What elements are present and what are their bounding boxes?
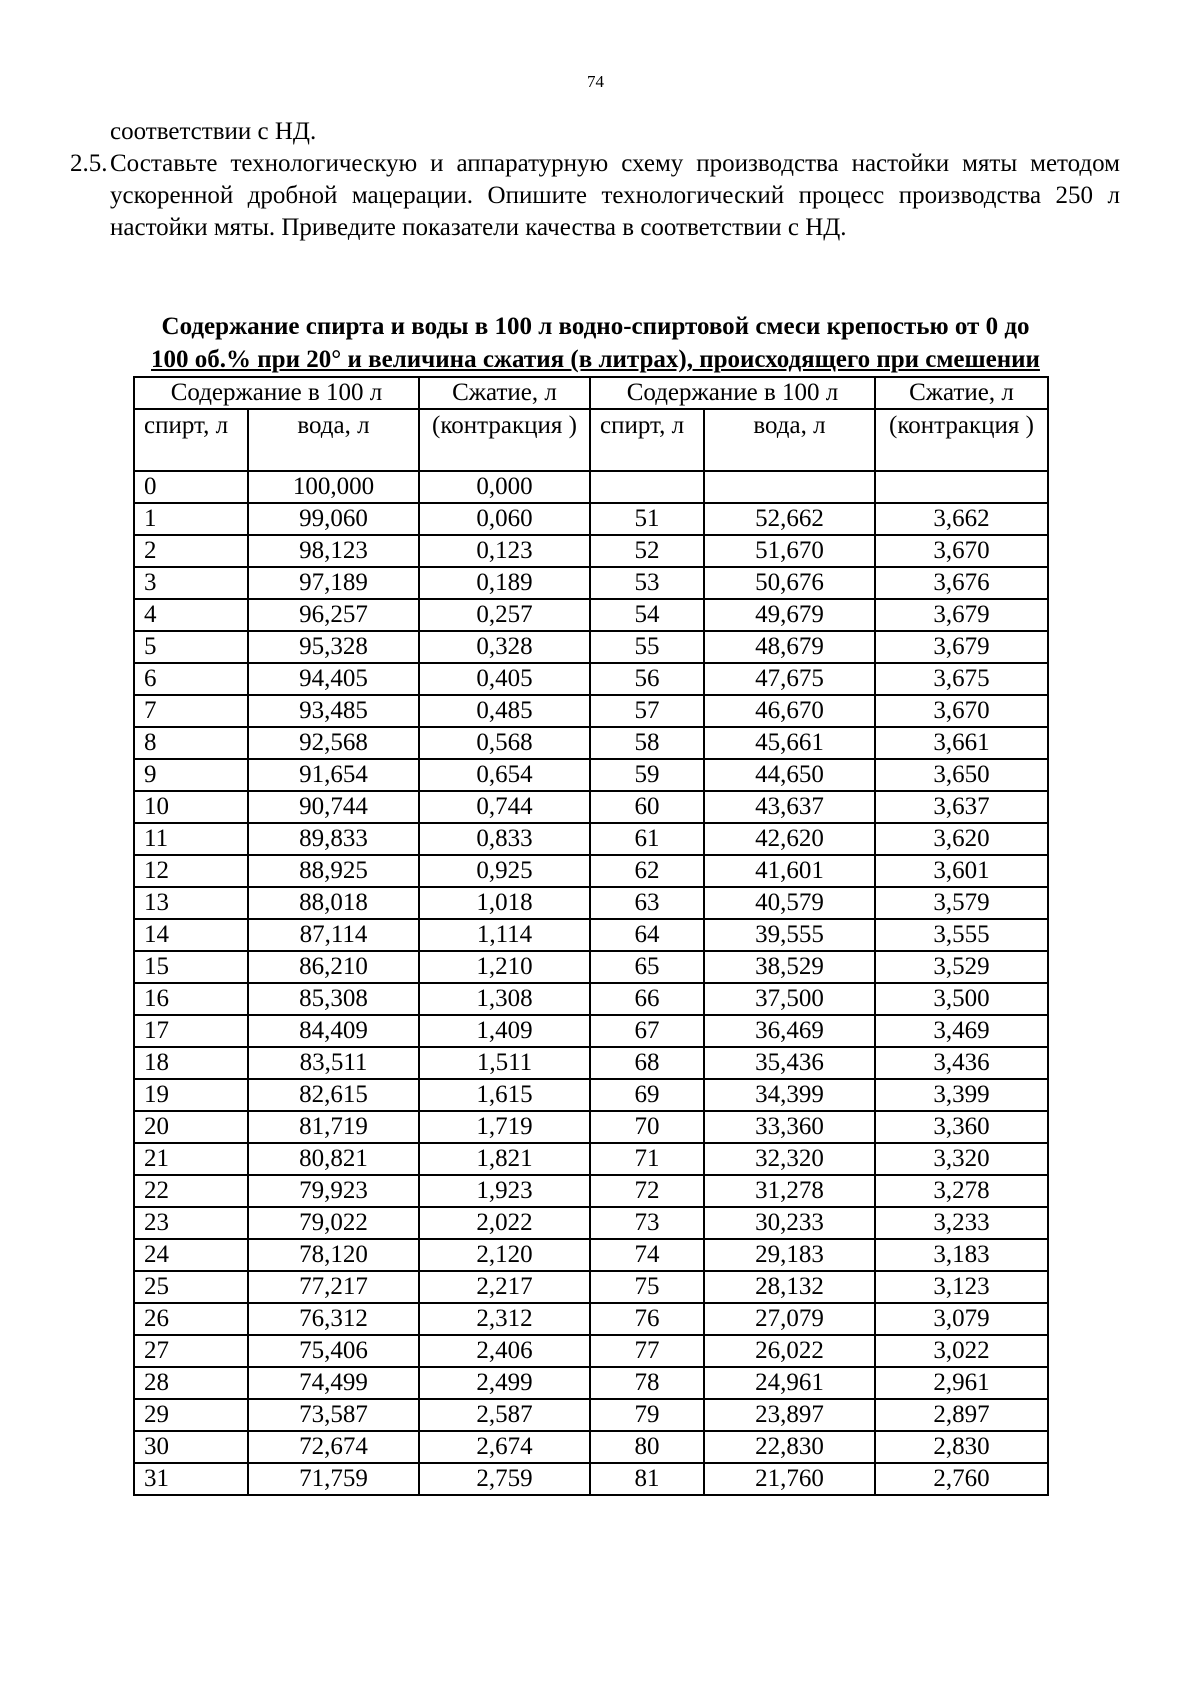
cell-contraction-right: 3,579 [875, 887, 1048, 919]
cell-contraction-left: 0,257 [419, 599, 590, 631]
cell-contraction-left: 0,405 [419, 663, 590, 695]
cell-water-left: 80,821 [248, 1143, 419, 1175]
cell-water-left: 99,060 [248, 503, 419, 535]
table-row [134, 567, 1048, 599]
cell-water-left: 77,217 [248, 1271, 419, 1303]
cell-water-left: 89,833 [248, 823, 419, 855]
cell-spirit-left: 23 [134, 1207, 248, 1239]
cell-spirit-left: 6 [134, 663, 248, 695]
cell-contraction-left: 1,018 [419, 887, 590, 919]
cell-spirit-right: 57 [590, 695, 704, 727]
cell-spirit-left: 16 [134, 983, 248, 1015]
cell-spirit-right: 78 [590, 1367, 704, 1399]
table-row [134, 823, 1048, 855]
cell-water-left: 76,312 [248, 1303, 419, 1335]
cell-contraction-right: 3,679 [875, 631, 1048, 663]
cell-spirit-right: 56 [590, 663, 704, 695]
cell-spirit-left: 24 [134, 1239, 248, 1271]
cell-contraction-right: 3,675 [875, 663, 1048, 695]
cell-contraction-right: 3,123 [875, 1271, 1048, 1303]
cell-spirit-right: 75 [590, 1271, 704, 1303]
cell-spirit-left: 19 [134, 1079, 248, 1111]
cell-water-right: 26,022 [704, 1335, 875, 1367]
cell-water-right: 27,079 [704, 1303, 875, 1335]
cell-water-left: 98,123 [248, 535, 419, 567]
cell-spirit-left: 15 [134, 951, 248, 983]
cell-water-right: 47,675 [704, 663, 875, 695]
table-row [134, 1271, 1048, 1303]
cell-water-left: 100,000 [248, 471, 419, 503]
cell-water-left: 91,654 [248, 759, 419, 791]
cell-contraction-right: 3,399 [875, 1079, 1048, 1111]
cell-water-right: 41,601 [704, 855, 875, 887]
table-row [134, 919, 1048, 951]
table-row [134, 1111, 1048, 1143]
cell-spirit-left: 18 [134, 1047, 248, 1079]
table-row [134, 1367, 1048, 1399]
cell-contraction-right: 2,961 [875, 1367, 1048, 1399]
cell-spirit-right [590, 471, 704, 503]
cell-water-right [704, 471, 875, 503]
cell-spirit-right: 65 [590, 951, 704, 983]
cell-contraction-left: 0,123 [419, 535, 590, 567]
page-number: 74 [587, 72, 604, 91]
cell-contraction-right: 3,601 [875, 855, 1048, 887]
cell-water-right: 33,360 [704, 1111, 875, 1143]
cell-contraction-right: 3,661 [875, 727, 1048, 759]
cell-contraction-right: 3,662 [875, 503, 1048, 535]
cell-water-right: 35,436 [704, 1047, 875, 1079]
table-row [134, 599, 1048, 631]
cell-contraction-left: 0,000 [419, 471, 590, 503]
cell-water-left: 74,499 [248, 1367, 419, 1399]
cell-water-left: 88,018 [248, 887, 419, 919]
cell-spirit-right: 58 [590, 727, 704, 759]
table-row [134, 855, 1048, 887]
cell-spirit-right: 66 [590, 983, 704, 1015]
cell-spirit-right: 72 [590, 1175, 704, 1207]
cell-contraction-left: 2,587 [419, 1399, 590, 1431]
list-item-number: 2.5. [70, 150, 108, 177]
cell-water-left: 84,409 [248, 1015, 419, 1047]
table-row [134, 471, 1048, 503]
cell-water-right: 49,679 [704, 599, 875, 631]
cell-contraction-left: 2,312 [419, 1303, 590, 1335]
cell-water-left: 96,257 [248, 599, 419, 631]
subheader-contraction-left: (контракция ) [419, 409, 590, 471]
table-title [80, 310, 1111, 376]
cell-spirit-right: 81 [590, 1463, 704, 1495]
cell-water-right: 29,183 [704, 1239, 875, 1271]
cell-spirit-left: 22 [134, 1175, 248, 1207]
cell-contraction-left: 0,925 [419, 855, 590, 887]
table-row [134, 1431, 1048, 1463]
table-row [134, 1079, 1048, 1111]
cell-spirit-left: 26 [134, 1303, 248, 1335]
cell-contraction-left: 1,308 [419, 983, 590, 1015]
list-item-2-5 [70, 148, 1120, 244]
cell-contraction-left: 1,719 [419, 1111, 590, 1143]
cell-spirit-left: 20 [134, 1111, 248, 1143]
cell-water-right: 40,579 [704, 887, 875, 919]
cell-spirit-right: 74 [590, 1239, 704, 1271]
table-title-line-1: Содержание спирта и воды в 100 л водно-спиртовой смеси крепостью от 0 до [161, 313, 1030, 340]
cell-contraction-left: 2,120 [419, 1239, 590, 1271]
subheader-water-right: вода, л [704, 409, 875, 471]
cell-spirit-right: 53 [590, 567, 704, 599]
table-row [134, 631, 1048, 663]
table-row [134, 759, 1048, 791]
table-row [134, 663, 1048, 695]
cell-contraction-right: 3,183 [875, 1239, 1048, 1271]
table-row [134, 503, 1048, 535]
cell-spirit-right: 59 [590, 759, 704, 791]
cell-spirit-left: 11 [134, 823, 248, 855]
subheader-spirit-right: спирт, л [590, 409, 704, 471]
cell-spirit-left: 21 [134, 1143, 248, 1175]
cell-contraction-right: 3,360 [875, 1111, 1048, 1143]
cell-spirit-right: 71 [590, 1143, 704, 1175]
cell-spirit-right: 62 [590, 855, 704, 887]
cell-water-left: 85,308 [248, 983, 419, 1015]
cell-water-left: 79,923 [248, 1175, 419, 1207]
header-content-left: Содержание в 100 л [134, 377, 419, 409]
cell-water-left: 86,210 [248, 951, 419, 983]
header-compression-right: Сжатие, л [875, 377, 1048, 409]
cell-contraction-left: 1,210 [419, 951, 590, 983]
cell-contraction-right: 3,079 [875, 1303, 1048, 1335]
table-row [134, 1175, 1048, 1207]
cell-water-right: 36,469 [704, 1015, 875, 1047]
table-row [134, 791, 1048, 823]
alcohol-water-table [133, 376, 1049, 1496]
cell-spirit-left: 9 [134, 759, 248, 791]
cell-spirit-left: 30 [134, 1431, 248, 1463]
table-row [134, 887, 1048, 919]
cell-contraction-left: 1,409 [419, 1015, 590, 1047]
table-row [134, 1399, 1048, 1431]
table-subheader-row [134, 409, 1048, 471]
cell-water-right: 28,132 [704, 1271, 875, 1303]
cell-spirit-left: 25 [134, 1271, 248, 1303]
cell-spirit-right: 51 [590, 503, 704, 535]
cell-spirit-left: 29 [134, 1399, 248, 1431]
table-row [134, 951, 1048, 983]
cell-water-left: 82,615 [248, 1079, 419, 1111]
cell-water-right: 24,961 [704, 1367, 875, 1399]
cell-spirit-right: 77 [590, 1335, 704, 1367]
cell-water-right: 23,897 [704, 1399, 875, 1431]
cell-water-right: 48,679 [704, 631, 875, 663]
cell-spirit-left: 31 [134, 1463, 248, 1495]
table-row [134, 1463, 1048, 1495]
cell-water-left: 72,674 [248, 1431, 419, 1463]
cell-water-right: 32,320 [704, 1143, 875, 1175]
cell-spirit-right: 80 [590, 1431, 704, 1463]
table-row [134, 695, 1048, 727]
table-row [134, 1303, 1048, 1335]
cell-water-left: 73,587 [248, 1399, 419, 1431]
table-row [134, 1143, 1048, 1175]
cell-spirit-left: 12 [134, 855, 248, 887]
body-text [70, 116, 1120, 244]
cell-spirit-right: 67 [590, 1015, 704, 1047]
cell-spirit-right: 68 [590, 1047, 704, 1079]
cell-water-left: 93,485 [248, 695, 419, 727]
cell-spirit-left: 0 [134, 471, 248, 503]
cell-spirit-right: 60 [590, 791, 704, 823]
cell-spirit-left: 14 [134, 919, 248, 951]
cell-contraction-left: 0,485 [419, 695, 590, 727]
cell-spirit-left: 3 [134, 567, 248, 599]
cell-spirit-left: 10 [134, 791, 248, 823]
cell-spirit-right: 76 [590, 1303, 704, 1335]
cell-water-left: 92,568 [248, 727, 419, 759]
table-row [134, 1239, 1048, 1271]
cell-contraction-left: 1,114 [419, 919, 590, 951]
cell-water-right: 42,620 [704, 823, 875, 855]
table-row [134, 1047, 1048, 1079]
cell-spirit-left: 7 [134, 695, 248, 727]
cell-contraction-right: 3,679 [875, 599, 1048, 631]
cell-contraction-left: 0,189 [419, 567, 590, 599]
cell-contraction-right: 3,670 [875, 695, 1048, 727]
cell-contraction-right: 3,650 [875, 759, 1048, 791]
cell-spirit-right: 63 [590, 887, 704, 919]
table-row [134, 1015, 1048, 1047]
cell-water-right: 31,278 [704, 1175, 875, 1207]
list-item-text: Составьте технологическую и аппаратурную схему производства настойки мяты методом ускоренной дробной мацерации. Опишите технологический процесс производства 250 л настойки мяты. Приведите показатели качества в соответствии с НД. [110, 150, 1120, 241]
cell-contraction-left: 0,568 [419, 727, 590, 759]
cell-water-right: 43,637 [704, 791, 875, 823]
cell-water-right: 38,529 [704, 951, 875, 983]
continuation-text: соответствии с НД. [110, 118, 317, 145]
cell-water-right: 46,670 [704, 695, 875, 727]
cell-contraction-right: 3,670 [875, 535, 1048, 567]
cell-contraction-left: 2,217 [419, 1271, 590, 1303]
cell-contraction-left: 2,674 [419, 1431, 590, 1463]
cell-spirit-right: 69 [590, 1079, 704, 1111]
cell-contraction-left: 2,406 [419, 1335, 590, 1367]
cell-contraction-left: 0,328 [419, 631, 590, 663]
table-header-row [134, 377, 1048, 409]
cell-water-left: 88,925 [248, 855, 419, 887]
cell-spirit-left: 4 [134, 599, 248, 631]
cell-contraction-right: 3,278 [875, 1175, 1048, 1207]
cell-water-right: 34,399 [704, 1079, 875, 1111]
cell-spirit-right: 54 [590, 599, 704, 631]
cell-contraction-left: 2,499 [419, 1367, 590, 1399]
cell-water-right: 21,760 [704, 1463, 875, 1495]
cell-water-right: 30,233 [704, 1207, 875, 1239]
cell-water-left: 79,022 [248, 1207, 419, 1239]
cell-water-right: 52,662 [704, 503, 875, 535]
table-row [134, 1335, 1048, 1367]
cell-contraction-left: 2,022 [419, 1207, 590, 1239]
table-title-line-2: 100 об.% при 20° и величина сжатия (в литрах), происходящего при смешении [151, 346, 1040, 373]
cell-contraction-left: 0,744 [419, 791, 590, 823]
cell-spirit-right: 64 [590, 919, 704, 951]
table-row [134, 727, 1048, 759]
cell-water-left: 75,406 [248, 1335, 419, 1367]
cell-water-left: 90,744 [248, 791, 419, 823]
cell-spirit-left: 27 [134, 1335, 248, 1367]
subheader-contraction-right: (контракция ) [875, 409, 1048, 471]
cell-contraction-right: 3,500 [875, 983, 1048, 1015]
cell-contraction-right: 3,469 [875, 1015, 1048, 1047]
table-row [134, 1207, 1048, 1239]
cell-spirit-left: 5 [134, 631, 248, 663]
cell-water-left: 78,120 [248, 1239, 419, 1271]
cell-spirit-right: 61 [590, 823, 704, 855]
cell-spirit-right: 73 [590, 1207, 704, 1239]
cell-contraction-left: 1,511 [419, 1047, 590, 1079]
cell-water-right: 50,676 [704, 567, 875, 599]
cell-contraction-right: 2,830 [875, 1431, 1048, 1463]
cell-water-left: 83,511 [248, 1047, 419, 1079]
cell-contraction-right: 3,620 [875, 823, 1048, 855]
table-row [134, 535, 1048, 567]
cell-contraction-left: 0,060 [419, 503, 590, 535]
cell-contraction-right: 3,555 [875, 919, 1048, 951]
cell-contraction-left: 2,759 [419, 1463, 590, 1495]
cell-contraction-left: 0,833 [419, 823, 590, 855]
cell-water-left: 87,114 [248, 919, 419, 951]
cell-water-right: 51,670 [704, 535, 875, 567]
cell-water-left: 97,189 [248, 567, 419, 599]
header-compression-left: Сжатие, л [419, 377, 590, 409]
cell-contraction-right: 3,529 [875, 951, 1048, 983]
cell-water-right: 45,661 [704, 727, 875, 759]
cell-contraction-right: 2,897 [875, 1399, 1048, 1431]
cell-water-right: 22,830 [704, 1431, 875, 1463]
table-row [134, 983, 1048, 1015]
cell-spirit-left: 28 [134, 1367, 248, 1399]
cell-contraction-right: 3,022 [875, 1335, 1048, 1367]
cell-spirit-left: 17 [134, 1015, 248, 1047]
cell-spirit-left: 1 [134, 503, 248, 535]
cell-spirit-right: 52 [590, 535, 704, 567]
cell-contraction-right: 3,436 [875, 1047, 1048, 1079]
cell-contraction-right: 3,676 [875, 567, 1048, 599]
cell-contraction-right: 3,637 [875, 791, 1048, 823]
cell-water-right: 39,555 [704, 919, 875, 951]
cell-water-right: 37,500 [704, 983, 875, 1015]
cell-contraction-left: 1,615 [419, 1079, 590, 1111]
cell-spirit-left: 2 [134, 535, 248, 567]
cell-contraction-right: 3,320 [875, 1143, 1048, 1175]
cell-water-right: 44,650 [704, 759, 875, 791]
cell-water-left: 95,328 [248, 631, 419, 663]
cell-spirit-left: 13 [134, 887, 248, 919]
header-content-right: Содержание в 100 л [590, 377, 875, 409]
subheader-spirit-left: спирт, л [134, 409, 248, 471]
cell-contraction-left: 1,923 [419, 1175, 590, 1207]
cell-contraction-left: 0,654 [419, 759, 590, 791]
cell-spirit-right: 70 [590, 1111, 704, 1143]
cell-contraction-right: 3,233 [875, 1207, 1048, 1239]
cell-contraction-right: 2,760 [875, 1463, 1048, 1495]
cell-water-left: 94,405 [248, 663, 419, 695]
cell-contraction-left: 1,821 [419, 1143, 590, 1175]
subheader-water-left: вода, л [248, 409, 419, 471]
cell-spirit-right: 55 [590, 631, 704, 663]
cell-water-left: 81,719 [248, 1111, 419, 1143]
cell-spirit-right: 79 [590, 1399, 704, 1431]
cell-contraction-right [875, 471, 1048, 503]
cell-spirit-left: 8 [134, 727, 248, 759]
cell-water-left: 71,759 [248, 1463, 419, 1495]
